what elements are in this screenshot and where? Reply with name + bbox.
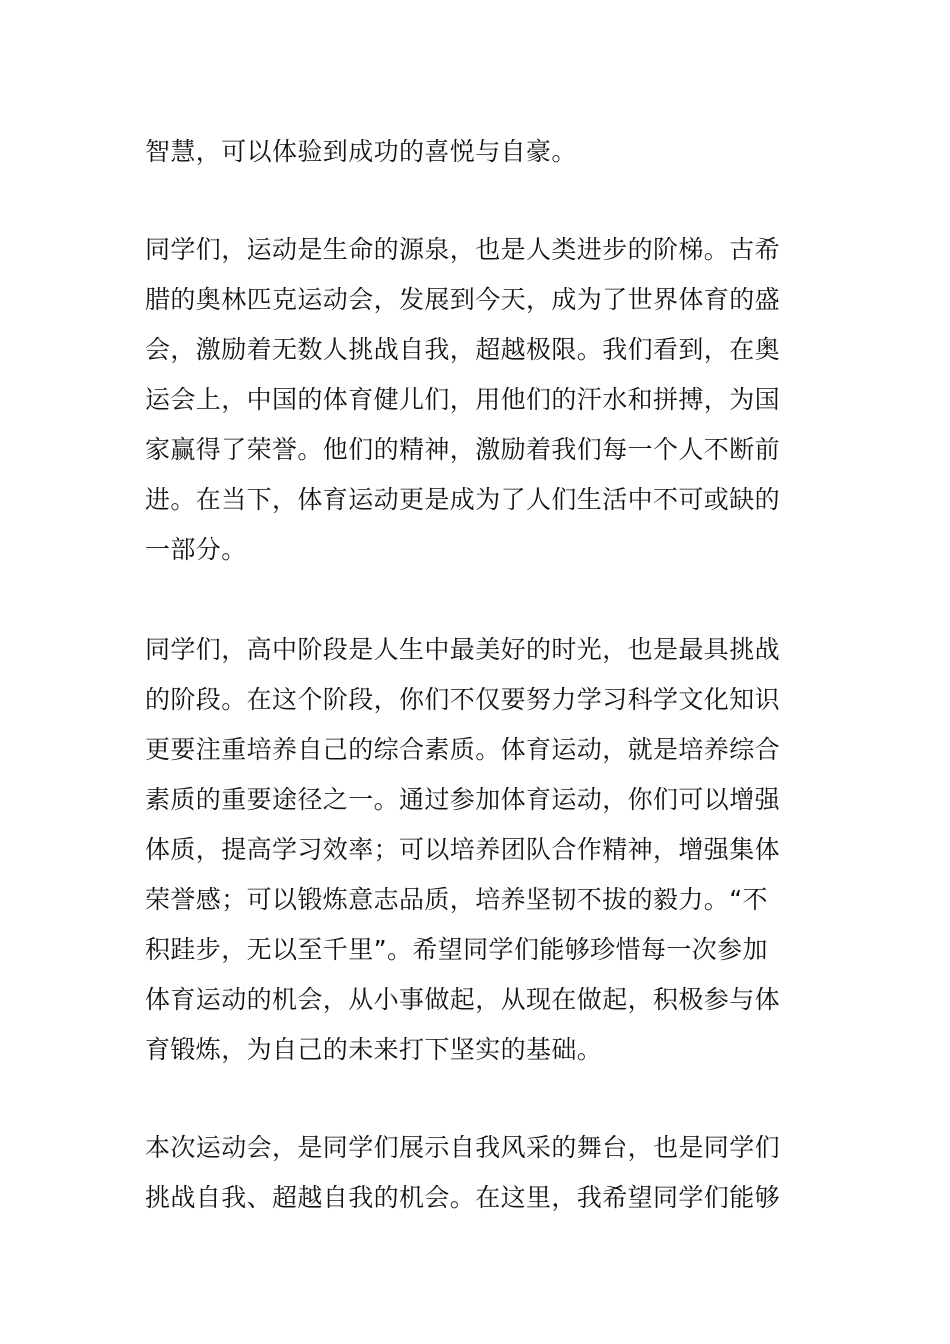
paragraph-3-line-1: 同学们，高中阶段是人生中最美好的时光，也是最具挑战 — [145, 635, 781, 664]
paragraph-2-line-4: 运会上，中国的体育健儿们，用他们的汗水和拼搏，为国 — [145, 385, 781, 414]
paragraph-3-line-9: 育锻炼，为自己的未来打下坚实的基础。 — [145, 1035, 603, 1064]
paragraph-2-line-6: 进。在当下，体育运动更是成为了人们生活中不可或缺的 — [145, 485, 781, 514]
paragraph-3-line-5: 体质，提高学习效率；可以培养团队合作精神，增强集体 — [145, 835, 781, 864]
paragraph-3-line-4: 素质的重要途径之一。通过参加体育运动，你们可以增强 — [145, 785, 781, 814]
paragraph-2-line-7: 一部分。 — [145, 535, 247, 564]
paragraph-3-line-6: 荣誉感；可以锻炼意志品质，培养坚韧不拔的毅力。“不 — [145, 885, 768, 914]
paragraph-2-line-1: 同学们，运动是生命的源泉，也是人类进步的阶梯。古希 — [145, 235, 781, 264]
paragraph-2-line-3: 会，激励着无数人挑战自我，超越极限。我们看到，在奥 — [145, 335, 781, 364]
paragraph-3-line-8: 体育运动的机会，从小事做起，从现在做起，积极参与体 — [145, 985, 781, 1014]
paragraph-4-line-1: 本次运动会，是同学们展示自我风采的舞台，也是同学们 — [145, 1133, 781, 1162]
paragraph-1-line-1: 智慧，可以体验到成功的喜悦与自豪。 — [145, 137, 577, 166]
paragraph-3-line-3: 更要注重培养自己的综合素质。体育运动，就是培养综合 — [145, 735, 781, 764]
paragraph-2-line-2: 腊的奥林匹克运动会，发展到今天，成为了世界体育的盛 — [145, 285, 781, 314]
paragraph-4-line-2: 挑战自我、超越自我的机会。在这里，我希望同学们能够 — [145, 1183, 781, 1212]
paragraph-3-line-7: 积跬步，无以至千里”。希望同学们能够珍惜每一次参加 — [145, 935, 768, 964]
paragraph-2-line-5: 家赢得了荣誉。他们的精神，激励着我们每一个人不断前 — [145, 435, 781, 464]
paragraph-3-line-2: 的阶段。在这个阶段，你们不仅要努力学习科学文化知识 — [145, 685, 781, 714]
